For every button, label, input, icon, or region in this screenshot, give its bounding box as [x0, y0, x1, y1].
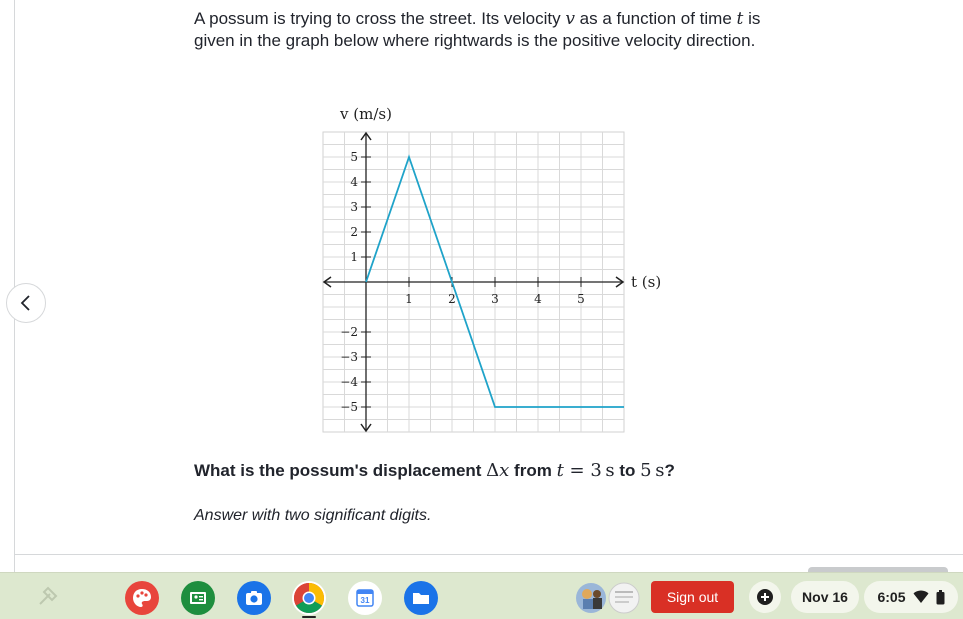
question-text-part: as a function of time — [574, 9, 737, 28]
velocity-time-graph — [300, 98, 670, 438]
equals-sign: = — [563, 460, 591, 481]
active-app-indicator — [302, 616, 316, 618]
y-tick-label: 5 — [350, 150, 358, 164]
y-tick-label: 1 — [350, 250, 358, 264]
prompt-text: from — [509, 461, 557, 480]
system-shelf — [0, 572, 963, 619]
end-time-value: 5 — [640, 460, 652, 481]
prompt-text: to — [614, 461, 641, 480]
classroom-app-icon[interactable] — [181, 581, 215, 615]
wifi-icon — [913, 590, 929, 604]
clock-time: 6:05 — [877, 589, 906, 605]
sign-out-button[interactable]: Sign out — [651, 581, 734, 613]
files-app-icon[interactable] — [404, 581, 438, 615]
x-variable: x — [499, 460, 510, 481]
faded-tool-icon — [36, 584, 60, 608]
battery-icon — [936, 590, 945, 605]
x-tick-label: 1 — [405, 292, 413, 306]
chevron-left-icon — [19, 294, 33, 312]
question-text-part: A possum is trying to cross the street. Its velocity — [194, 9, 566, 28]
y-tick-label: −3 — [340, 350, 358, 364]
displacement-question — [194, 460, 675, 481]
y-tick-label: −5 — [340, 400, 358, 414]
palette-icon — [131, 587, 153, 609]
y-tick-label: 2 — [350, 225, 358, 239]
camera-icon — [243, 587, 265, 609]
start-time-value: 3 — [590, 460, 602, 481]
x-tick-label: 2 — [448, 292, 456, 306]
user-avatars-icon[interactable] — [575, 582, 641, 614]
prompt-text: ? — [664, 461, 675, 480]
calendar-icon — [354, 587, 376, 609]
add-button[interactable] — [749, 581, 781, 613]
velocity-variable: v — [565, 9, 575, 29]
y-axis-label: v (m/s) — [340, 105, 392, 123]
question-text-part: is given in the graph below where rightwards is the positive velocity direction. — [194, 9, 761, 50]
y-tick-label: 4 — [350, 175, 358, 189]
delta-symbol: Δ — [486, 460, 500, 481]
question-text — [194, 8, 784, 52]
seconds-unit: s — [655, 460, 665, 481]
chrome-icon — [293, 582, 325, 614]
chrome-app-icon[interactable] — [292, 581, 326, 615]
t-variable: t — [556, 460, 564, 481]
time-variable: t — [736, 9, 744, 29]
calendar-app-icon[interactable] — [348, 581, 382, 615]
prompt-text: What is the possum's displacement — [194, 461, 487, 480]
camera-app-icon[interactable] — [237, 581, 271, 615]
bottom-divider — [14, 554, 963, 555]
y-tick-label: 3 — [350, 200, 358, 214]
seconds-unit: s — [605, 460, 615, 481]
x-tick-label: 5 — [577, 292, 585, 306]
svg-text:31: 31 — [360, 596, 370, 605]
canvas-app-icon[interactable] — [125, 581, 159, 615]
y-tick-label: −2 — [340, 325, 358, 339]
status-tray[interactable] — [864, 581, 958, 613]
back-button[interactable] — [6, 283, 46, 323]
classroom-icon — [187, 587, 209, 609]
x-tick-label: 3 — [491, 292, 499, 306]
folder-icon — [410, 587, 432, 609]
plus-circle-icon — [756, 588, 774, 606]
answer-hint: Answer with two significant digits. — [194, 507, 432, 524]
y-tick-label: −4 — [340, 375, 358, 389]
x-tick-label: 4 — [534, 292, 542, 306]
date-display[interactable]: Nov 16 — [791, 581, 859, 613]
x-axis-label: t (s) — [631, 273, 662, 291]
